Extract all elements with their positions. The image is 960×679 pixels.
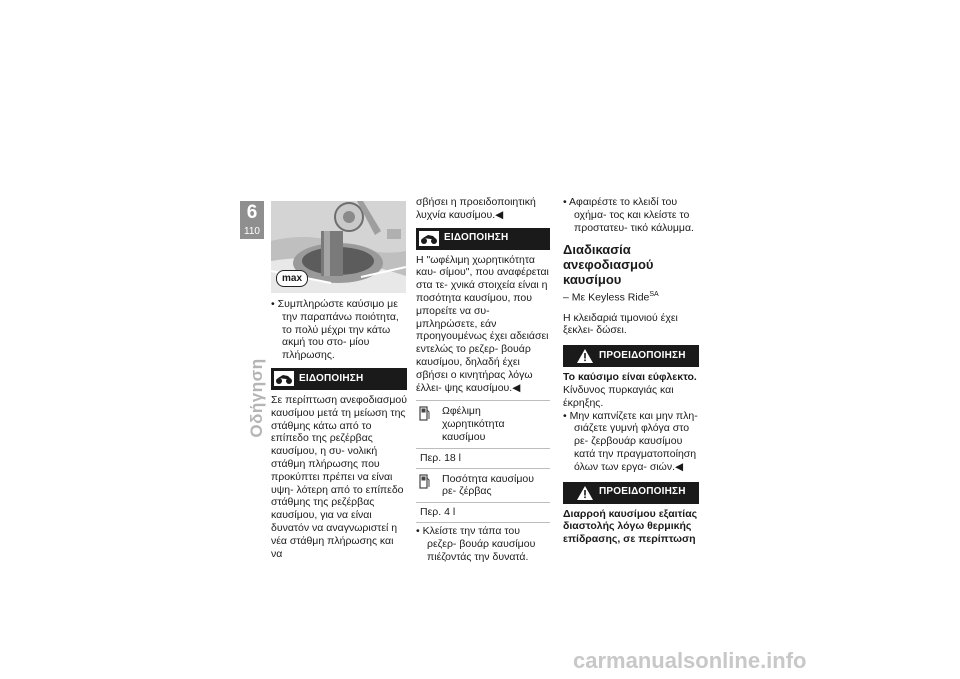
note-label: ΕΙΔΟΠΟΙΗΣΗ bbox=[444, 232, 509, 244]
section-heading: Διαδικασία ανεφοδιασμού καυσίμου bbox=[563, 242, 654, 288]
chapter-number: 6 bbox=[246, 202, 258, 223]
bullet-remove-key: • Αφαιρέστε το κλειδί του οχήμα- τος και κλείστε το προστατευ- τικό κάλυμμα. bbox=[563, 196, 694, 234]
note-box-2 bbox=[416, 228, 550, 250]
bullet-close-cap: • Κλείστε την τάπα του ρεζερ- βουάρ καυσίμου πιέζοντάς την δυνατά. bbox=[416, 524, 536, 563]
motorcycle-note-icon bbox=[274, 371, 294, 386]
warning-triangle-icon bbox=[577, 486, 593, 500]
variant-line: – Με Keyless Ride$^{SA}$ bbox=[563, 291, 659, 304]
bullet-fill-fuel: • Συμπληρώστε καύσιμο με την παραπάνω ποιότητα, το πολύ μέχρι την κάτω ακμή του στο- μίου πλήρωσης. bbox=[271, 298, 399, 362]
warning-triangle-icon bbox=[577, 349, 593, 363]
note-box-1 bbox=[271, 368, 407, 390]
section-title: Οδήγηση bbox=[247, 358, 266, 438]
intro-text: Η κλειδαριά τιμονιού έχει ξεκλει- δώσει. bbox=[563, 311, 678, 337]
column-3 bbox=[563, 196, 699, 546]
caution-title-1: Το καύσιμο είναι εύφλεκτο. bbox=[563, 371, 697, 384]
fuel-pump-icon bbox=[416, 405, 442, 443]
column-2 bbox=[416, 196, 550, 563]
spec-table bbox=[416, 400, 550, 523]
motorcycle-note-icon bbox=[419, 231, 439, 246]
note-text-2: Η "ωφέλιμη χωρητικότητα καυ- σίμου", που αναφέρεται στα τε- χνικά στοιχεία είναι η ποσότητα καυσίμου, που μπορείτε να συ- μπληρώσετε, εάν προηγουμένως έχει αδειάσει εντελώς το ρεζερ- βουάρ καυσίμου, δηλαδή έχει σβήσει ο κινητήρας λόγω έλλει- ψης καυσίμου.◀ bbox=[416, 253, 549, 394]
chapter-tab bbox=[240, 201, 264, 239]
continuation-text: σβήσει η προειδοποιητική λυχνία καυσίμου.◀ bbox=[416, 196, 536, 221]
watermark: carmanualsonline.info bbox=[573, 648, 807, 673]
spec-row-reserve bbox=[416, 469, 550, 504]
note-text-1: Σε περίπτωση ανεφοδιασμού καυσίμου μετά τη μείωση της στάθμης κάτω από το επίπεδο της ρεζέρβας καυσίμου, η συ- νολική στάθμη πλήρωσης που προκύπτει πρέπει να είναι υψη- λότερη από το επίπεδο στάθμης της ρεζέρβας καυσίμου, για να είναι δυνατόν να αναγνωριστεί η νέα στάθμη πλήρωσης και να bbox=[271, 393, 408, 560]
spec-row-usable bbox=[416, 401, 550, 448]
caution-box-1 bbox=[563, 345, 699, 367]
spec1-label: Ωφέλιμη χωρητικότητα καυσίμου bbox=[442, 405, 505, 443]
caution-bullet-1: • Μην καπνίζετε και μην πλη- σιάζετε γυμνή φλόγα στο ρε- ζερβουάρ καυσίμου κατά την πραγματοποίηση όλων των εργα- σιών.◀ bbox=[563, 409, 698, 473]
spec2-value: Περ. 4 l bbox=[416, 503, 550, 523]
note-label: ΕΙΔΟΠΟΙΗΣΗ bbox=[299, 372, 364, 384]
fuel-filler-photo bbox=[271, 201, 406, 293]
spec1-value: Περ. 18 l bbox=[416, 449, 550, 469]
caution-text-1: Κίνδυνος πυρκαγιάς και έκρηξης. bbox=[563, 384, 674, 409]
caution-title-2: Διαρροή καυσίμου εξαιτίας διαστολής λόγω θερμικής επίδρασης, σε περίπτωση bbox=[563, 507, 698, 546]
page-number: 110 bbox=[244, 226, 260, 237]
fuel-pump-icon bbox=[416, 473, 442, 499]
column-1 bbox=[271, 298, 407, 560]
spec2-label: Ποσότητα καυσίμου ρε- ζέρβας bbox=[442, 472, 534, 498]
caution-label: ΠΡΟΕΙΔΟΠΟΙΗΣΗ bbox=[599, 486, 686, 498]
max-label: max bbox=[276, 270, 308, 287]
caution-box-2 bbox=[563, 482, 699, 504]
caution-label: ΠΡΟΕΙΔΟΠΟΙΗΣΗ bbox=[599, 349, 686, 361]
